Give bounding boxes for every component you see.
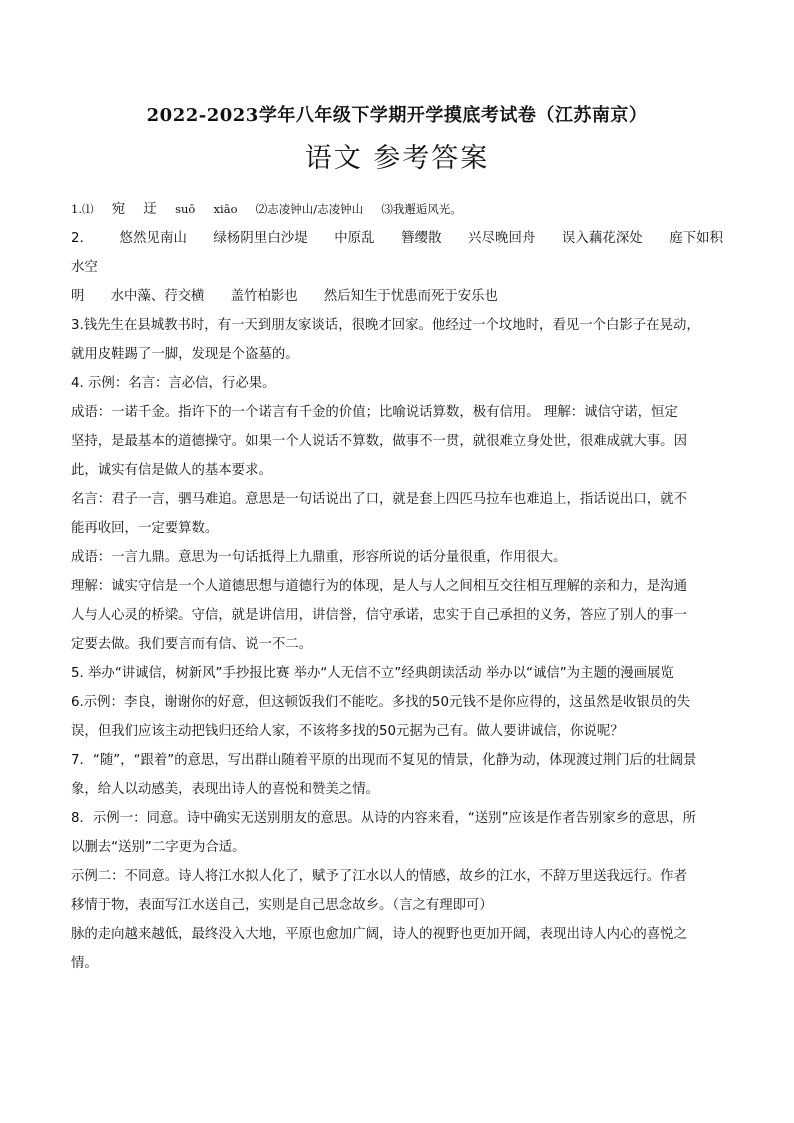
answer-2-item: 盖竹柏影也: [230, 289, 298, 304]
answer-2-item: 簪缨散: [401, 231, 442, 246]
answer-8-line-5: 脉的走向越来越低，最终没入大地，平原也愈加广阔，诗人的视野也更加开阔，表现出诗人内心的喜悦之: [71, 927, 687, 942]
answer-8-line-2: 以删去“送别”二字更为合适。: [71, 840, 246, 855]
answer-8-line-3: 示例二：不同意。诗人将江水拟人化了，赋予了江水以人的情感，故乡的江水，不辞万里送我远行。作者: [71, 869, 687, 884]
answer-4-line-3: 坚持，是最基本的道德操守。如果一个人说话不算数，做事不一贯，就很难立身处世，很难成就大事。因: [71, 434, 687, 449]
answer-1-char-2: 迂: [143, 202, 157, 217]
answer-7-line-2: 象，给人以动感美，表现出诗人的喜悦和赞美之情。: [71, 782, 379, 797]
answer-4-line-8: 理解：诚实守信是一个人道德思想与道德行为的体现，是人与人之间相互交往相互理解的亲和力，是沟通: [71, 579, 687, 594]
answer-3-line-1: 3.钱先生在县城教书时，有一天到朋友家谈话，很晚才回家。他经过一个坟地时，看见一个白影子在晃动，: [71, 318, 700, 333]
answer-6-line-2: 误，但我们应该主动把钱归还给人家，不该将多找的50元据为己有。做人要讲诚信，你说呢？: [71, 724, 624, 739]
answer-4-line-6: 能再收回，一定要算数。: [71, 521, 219, 536]
answer-content: [71, 195, 723, 978]
answer-1-prefix: 1.⑴: [71, 202, 94, 216]
answer-6-line-1: 6.示例：李良，谢谢你的好意，但这顿饭我们不能吃。多找的50元钱不是你应得的，这虽然是收银员的失: [71, 695, 690, 710]
answer-2-item: 然后知生于忧患而死于安乐也: [323, 289, 498, 304]
answer-4-line-7: 成语：一言九鼎。意思为一句话抵得上九鼎重，形容所说的话分量很重，作用很大。: [71, 550, 567, 565]
answer-7-line-1: 7．“随”，“跟着”的意思，写出群山随着平原的出现而不复见的情景，化静为动，体现渡过荆门后的壮阔景: [71, 753, 697, 768]
answer-1: [71, 195, 723, 224]
answer-2-item: 水中藻、荇交横: [110, 289, 205, 304]
answer-2-item: 庭下如积水空: [71, 231, 724, 275]
answer-2-line-1: [71, 224, 723, 282]
answer-4-line-4: 此，诚实有信是做人的基本要求。: [71, 463, 272, 478]
answer-4-line-9: 人与人心灵的桥梁。守信，就是讲信用，讲信誉，信守承诺，忠实于自己承担的义务，答应了别人的事一: [71, 608, 687, 623]
page-subtitle: 语文 参考答案: [304, 143, 490, 174]
answer-8-line-6: 情。: [71, 956, 98, 971]
answer-4-line-10: 定要去做。我们要言而有信、说一不二。: [71, 637, 313, 652]
answer-4-line-5: 名言：君子一言，驷马难追。意思是一句话说出了口，就是套上四匹马拉车也难追上，指话说出口，就不: [71, 492, 687, 507]
answer-2-prefix: 2．: [71, 231, 94, 246]
answer-1-pinyin-2: xiāo: [213, 202, 238, 216]
answer-2-item: 绿杨阴里白沙堤: [213, 231, 308, 246]
answer-1-pinyin-1: suō: [175, 202, 196, 216]
answer-2-item: 兴尽晚回舟: [467, 231, 536, 246]
answer-5-line-1: 5. 举办“讲诚信，树新风”手抄报比赛 举办“人无信不立”经典朗读活动 举办以“诚信”为主题的漫画展览: [71, 666, 674, 681]
answer-3-line-2: 就用皮鞋踢了一脚，发现是个盗墓的。: [71, 347, 299, 362]
answer-2-item: 误入藕花深处: [561, 231, 643, 246]
answer-1-part-2: ⑵志凌钟山/志凌钟山: [255, 202, 364, 216]
page-title: 2022-2023学年八年级下学期开学摸底考试卷（江苏南京）: [146, 105, 648, 126]
answer-2-line-2: [71, 282, 723, 311]
answer-2-item: 明: [71, 289, 85, 304]
answer-1-part-3: ⑶我邂逅风光。: [381, 202, 462, 216]
answer-4-line-2: 成语：一诺千金。指许下的一个诺言有千金的价值；比喻说话算数，极有信用。 理解：诚信守诺，恒定: [71, 405, 678, 420]
answer-4-line-1: 4. 示例：名言：言必信，行必果。: [71, 376, 276, 391]
answer-8-line-4: 移情于物，表面写江水送自己，实则是自己思念故乡。（言之有理即可）: [71, 898, 493, 913]
answer-2-item: 悠然见南山: [119, 231, 187, 246]
answer-1-char-1: 宛: [111, 202, 126, 217]
answer-2-item: 中原乱: [334, 231, 375, 246]
answer-8-line-1: 8．示例一：同意。诗中确实无送别朋友的意思。从诗的内容来看，“送别”应该是作者告别家乡的意思，所: [71, 811, 696, 826]
